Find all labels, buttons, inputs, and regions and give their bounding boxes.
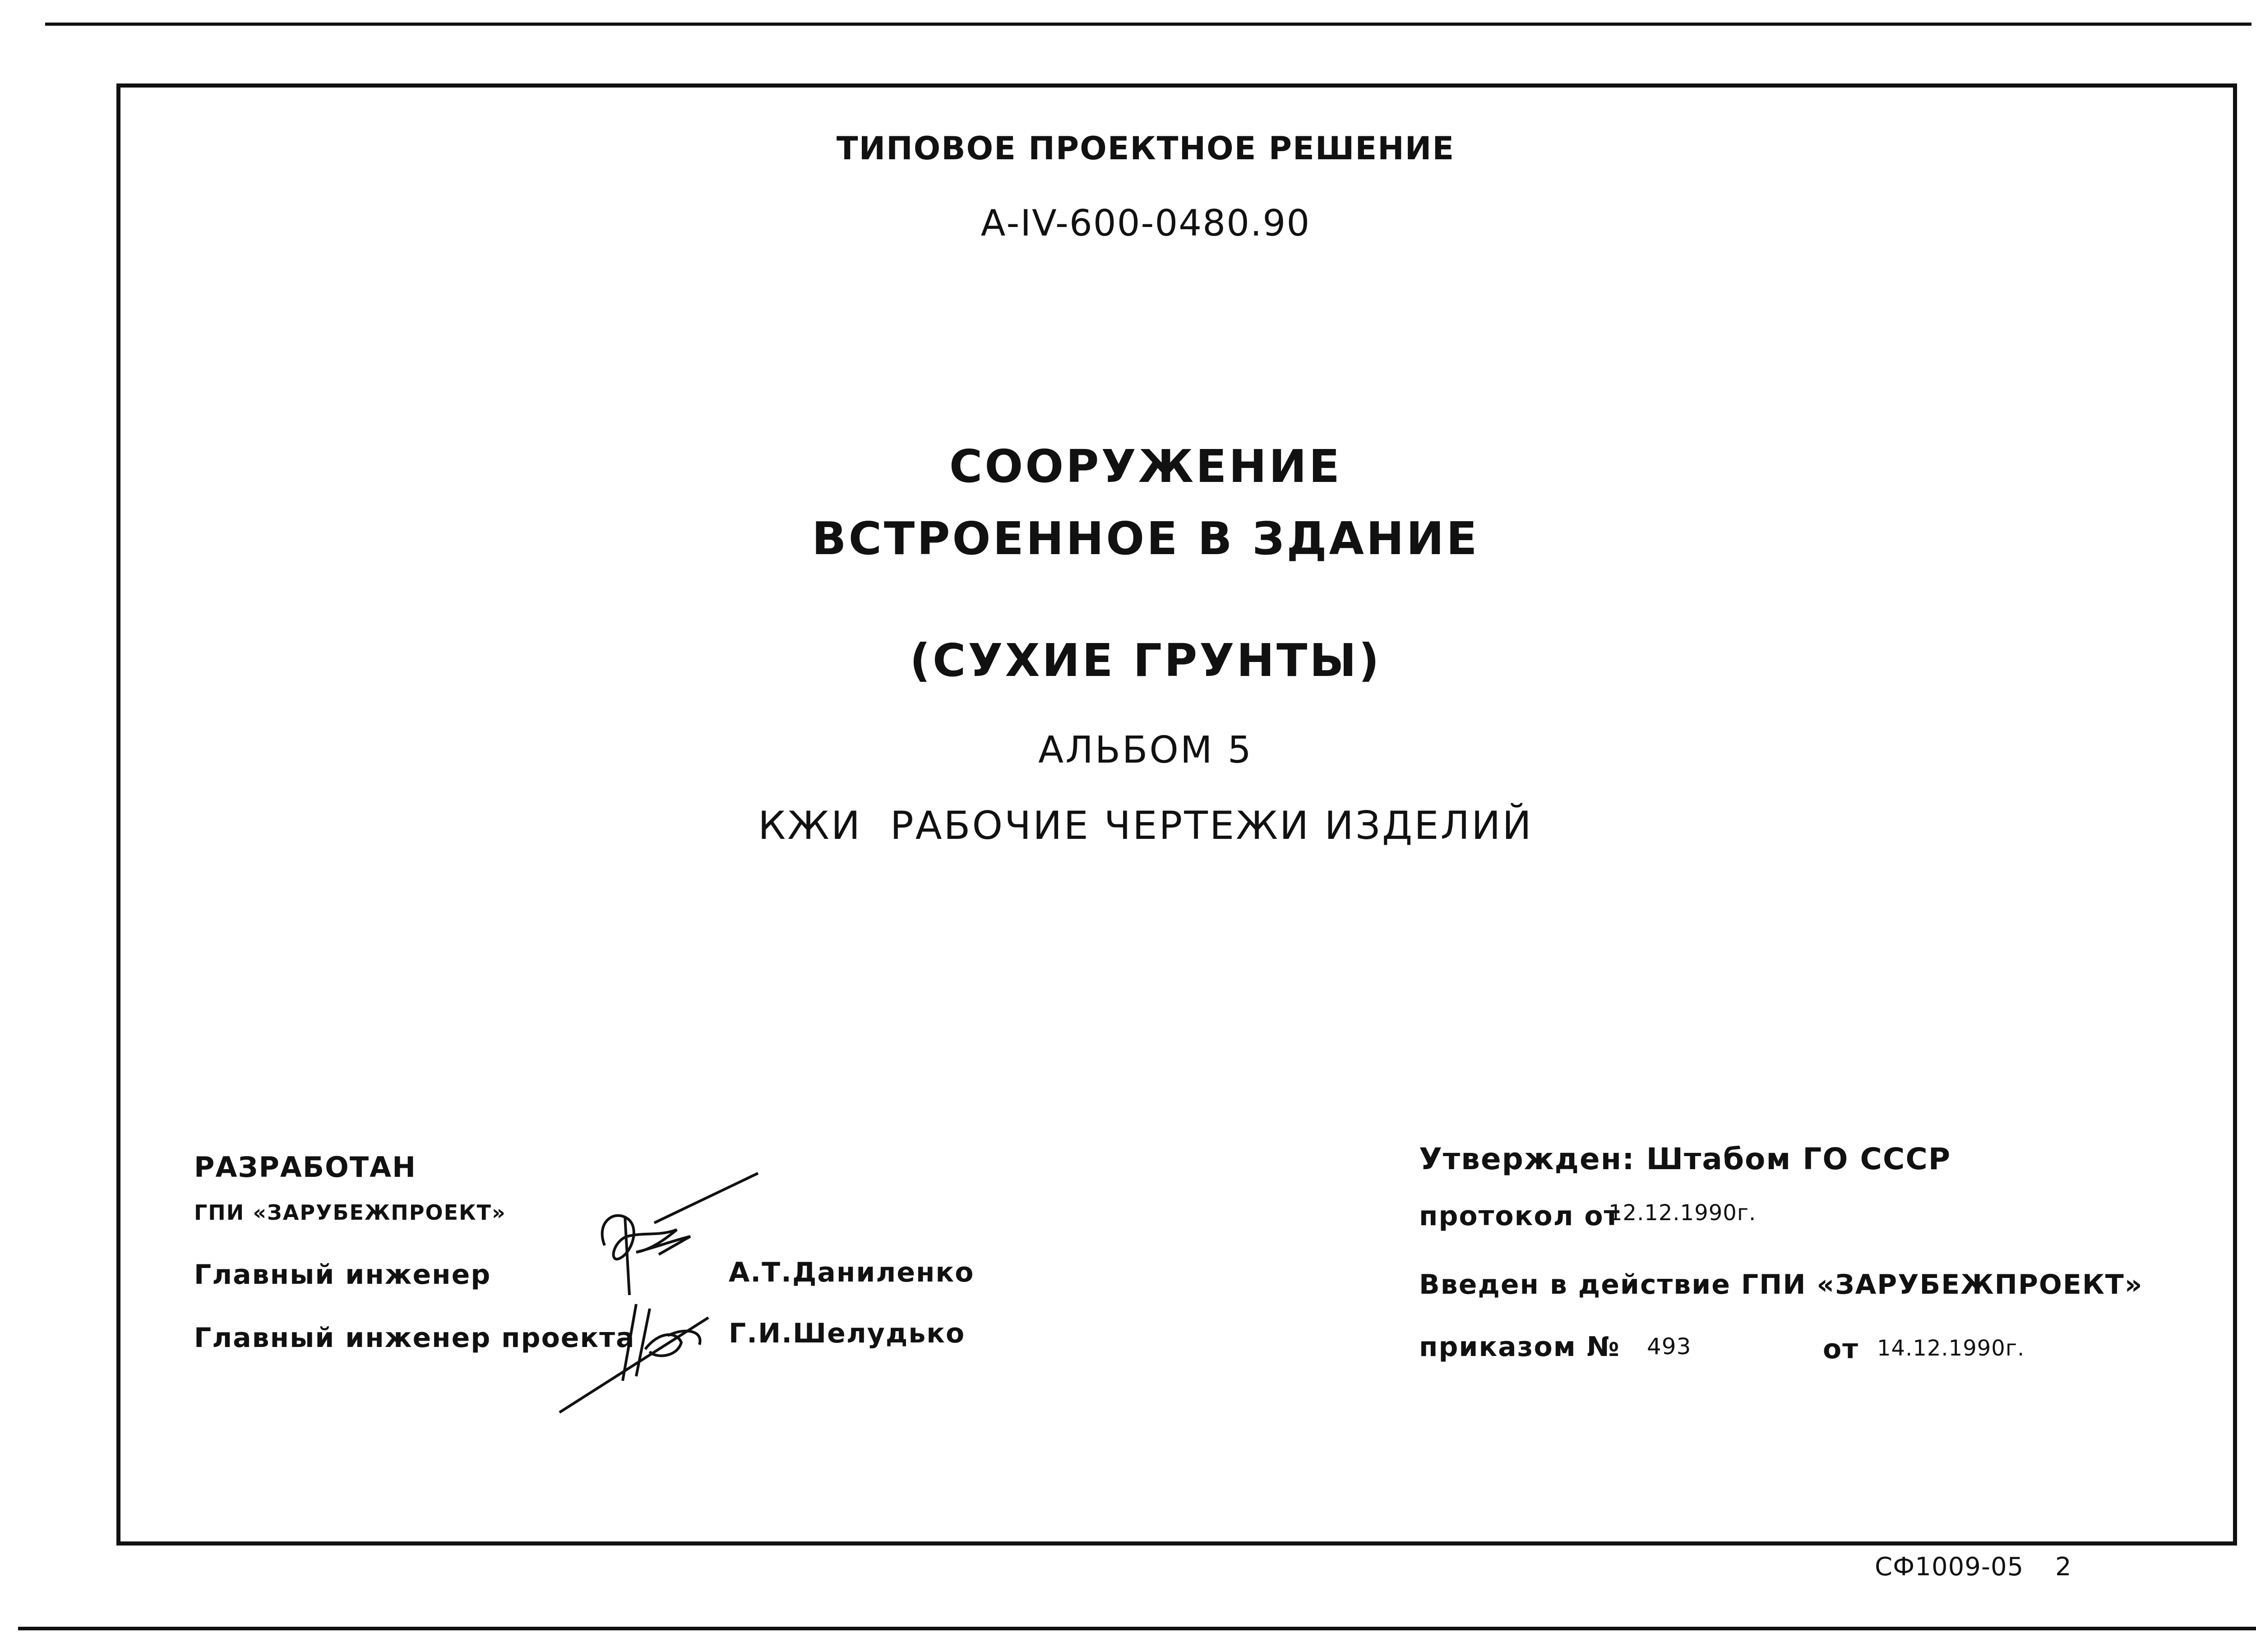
top-rule [45, 23, 2251, 26]
sheet-code: СФ1009-05 [1875, 1552, 2024, 1582]
bottom-rule [18, 1627, 2256, 1630]
page-number: 2 [2055, 1552, 2072, 1582]
protocol-label: протокол от [1419, 1200, 1621, 1232]
doc-type: ТИПОВОЕ ПРОЕКТНОЕ РЕШЕНИЕ [836, 130, 1455, 167]
chief-engineer-signature [587, 1169, 776, 1313]
order-date-label: от [1823, 1333, 1859, 1365]
title-line1: СООРУЖЕНИЕ [949, 440, 1342, 493]
album-label: АЛЬБОМ 5 [1038, 729, 1253, 772]
order-date: 14.12.1990г. [1877, 1336, 2025, 1361]
order-label: приказом № [1419, 1331, 1620, 1363]
chief-engineer-name: А.Т.Даниленко [729, 1257, 975, 1288]
enacted-by: Введен в действие ГПИ «ЗАРУБЕЖПРОЕКТ» [1419, 1269, 2143, 1300]
project-engineer-label: Главный инженер проекта [194, 1322, 635, 1354]
project-engineer-signature [555, 1300, 744, 1417]
doc-code: А-IV-600-0480.90 [980, 202, 1311, 244]
chief-engineer-label: Главный инженер [194, 1259, 491, 1291]
approved-by: Утвержден: Штабом ГО СССР [1419, 1142, 1951, 1176]
title-line2: ВСТРОЕННОЕ В ЗДАНИЕ [812, 512, 1479, 565]
album-title: КЖИ РАБОЧИЕ ЧЕРТЕЖИ ИЗДЕЛИЙ [758, 803, 1533, 848]
protocol-date: 12.12.1990г. [1609, 1200, 1757, 1226]
order-number: 493 [1647, 1333, 1692, 1360]
title-line3: (СУХИЕ ГРУНТЫ) [910, 634, 1382, 687]
developer-heading: РАЗРАБОТАН [194, 1151, 417, 1184]
project-engineer-name: Г.И.Шелудько [729, 1318, 966, 1349]
developer-org: ГПИ «ЗАРУБЕЖПРОЕКТ» [194, 1200, 506, 1225]
